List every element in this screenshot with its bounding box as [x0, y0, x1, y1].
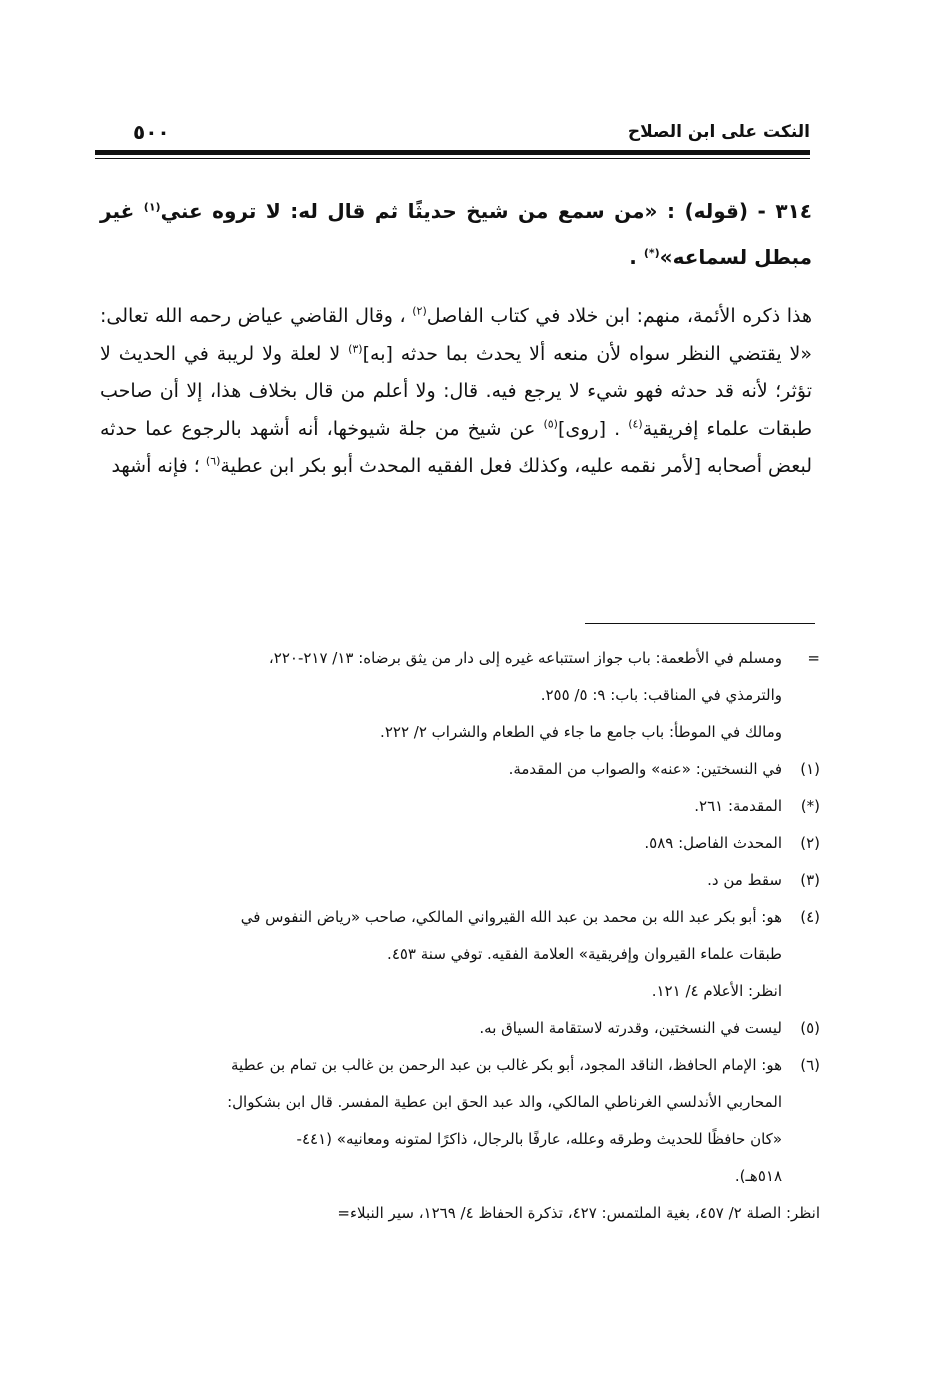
footnote-text: انظر: الصلة ٢/ ٤٥٧، بغية الملتمس: ٤٢٧، تذكرة الحفاظ ٤/ ١٢٦٩، سير النبلاء=	[337, 1204, 820, 1222]
body-text-2: ، وقال القاضي عياض رحمه الله تعالى: «لا يقتضي النظر سواه لأن منعه ألا يحدث بما حدثه [به]	[100, 305, 812, 365]
footnote-number: (٢)	[800, 834, 820, 852]
footnote-number: (٣)	[800, 871, 820, 889]
body-paragraph	[100, 298, 812, 486]
running-title: النكت على ابن الصلاح	[627, 122, 810, 142]
footnote-separator	[585, 623, 815, 624]
footnote-last-line	[108, 1195, 820, 1232]
footnotes	[108, 640, 820, 1232]
body-text-6: ؛ فإنه أشهد	[111, 455, 206, 477]
footnote-ref: (١)	[143, 200, 161, 214]
body-text-1: هذا ذكره الأئمة، منهم: ابن خلاد في كتاب الفاصل	[426, 305, 813, 327]
body-text-3: لا لعلة ولا لريبة في الحديث لا تؤثر؛ لأنه قد حدثه فهو شيء لا يرجع فيه. قال: ولا أعلم من قال بخلاف هذا، إلا أن صاحب طبقات علماء إفريقية	[100, 342, 812, 440]
footnote-line: طبقات علماء القيروان وإفريقية» العلامة الفقيه. توفي سنة ٤٥٣.	[387, 945, 782, 963]
footnote-ref: (*)	[643, 246, 660, 260]
body-text-5: عن شيخ من جلة شيوخها، أنه أشهد بالرجوع عما حدثه لبعض أصحابه [لأمر نقمه عليه، وكذلك فعل الفقيه المحدث أبو بكر ابن عطية	[100, 417, 812, 477]
footnote-text: المحدث الفاصل: ٥٨٩.	[644, 834, 782, 852]
footnote-6	[108, 1047, 820, 1195]
footnote-5	[108, 1010, 820, 1047]
footnote-number: (١)	[800, 760, 820, 778]
footnote-line: هو: أبو بكر عبد الله بن محمد بن عبد الله القيرواني المالكي، صاحب «رياض النفوس في	[240, 908, 782, 926]
footnote-2	[108, 825, 820, 862]
footnote-line: والترمذي في المناقب: باب: ٩: ٥/ ٢٥٥.	[540, 686, 782, 704]
heading-line1: ٣١٤ - (قوله) : «من سمع من شيخ حديثًا ثم قال له: لا تروه عني	[160, 199, 812, 223]
footnote-line: «كان حافظًا للحديث وطرقه وعلله، عارفًا بالرجال، ذاكرًا لمتونه ومعانيه» (٤٤١-	[296, 1130, 782, 1148]
footnote-line: ٥١٨هـ).	[734, 1167, 782, 1185]
footnote-text: ليست في النسختين، وقدرته لاستقامة السياق به.	[479, 1019, 782, 1037]
footnote-line: المحاربي الأندلسي الغرناطي المالكي، والد عبد الحق ابن عطية المفسر. قال ابن بشكوال:	[227, 1093, 782, 1111]
heading-line2: مبطل لسماعه»	[659, 245, 812, 269]
header-rule-thick	[95, 150, 810, 155]
footnote-number: (٤)	[800, 908, 820, 926]
footnote-3	[108, 862, 820, 899]
main-section	[100, 188, 812, 486]
footnote-text: سقط من د.	[707, 871, 782, 889]
footnote-line: ومالك في الموطأ: باب جامع ما جاء في الطعام والشراب ٢/ ٢٢٢.	[380, 723, 782, 741]
footnote-text: في النسختين: «عنه» والصواب من المقدمة.	[508, 760, 782, 778]
footnote-ref: (٣)	[348, 342, 363, 356]
footnote-4	[108, 899, 820, 1010]
header-rule-thin	[95, 158, 810, 159]
footnote-ref: (٢)	[412, 304, 427, 318]
footnote-continued	[108, 640, 820, 751]
footnote-text: المقدمة: ٢٦١.	[694, 797, 782, 815]
footnote-ref: (٥)	[543, 417, 558, 431]
section-heading	[100, 188, 812, 280]
body-text-4: . [روى]	[557, 417, 629, 440]
footnote-ref: (٦)	[205, 454, 221, 468]
continuation-mark: =	[807, 649, 820, 667]
running-header	[95, 118, 810, 154]
footnote-star	[108, 788, 820, 825]
footnote-number: (٥)	[800, 1019, 820, 1037]
footnote-line: انظر: الأعلام ٤/ ١٢١.	[651, 982, 782, 1000]
footnote-number: (*)	[800, 797, 820, 815]
page-number: ٥٠٠	[133, 120, 170, 144]
heading-line1-end: غير	[100, 199, 144, 223]
footnote-line: هو: الإمام الحافظ، الناقد المجود، أبو بكر غالب بن عبد الرحمن بن غالب بن تمام بن عطية	[231, 1056, 782, 1074]
footnote-ref: (٤)	[628, 417, 643, 431]
heading-line2-end: .	[629, 245, 644, 269]
footnote-line: ومسلم في الأطعمة: باب جواز استتباعه غيره إلى دار من يثق برضاه: ١٣/ ٢١٧-٢٢٠،	[268, 649, 782, 667]
footnote-number: (٦)	[800, 1056, 820, 1074]
footnote-1	[108, 751, 820, 788]
